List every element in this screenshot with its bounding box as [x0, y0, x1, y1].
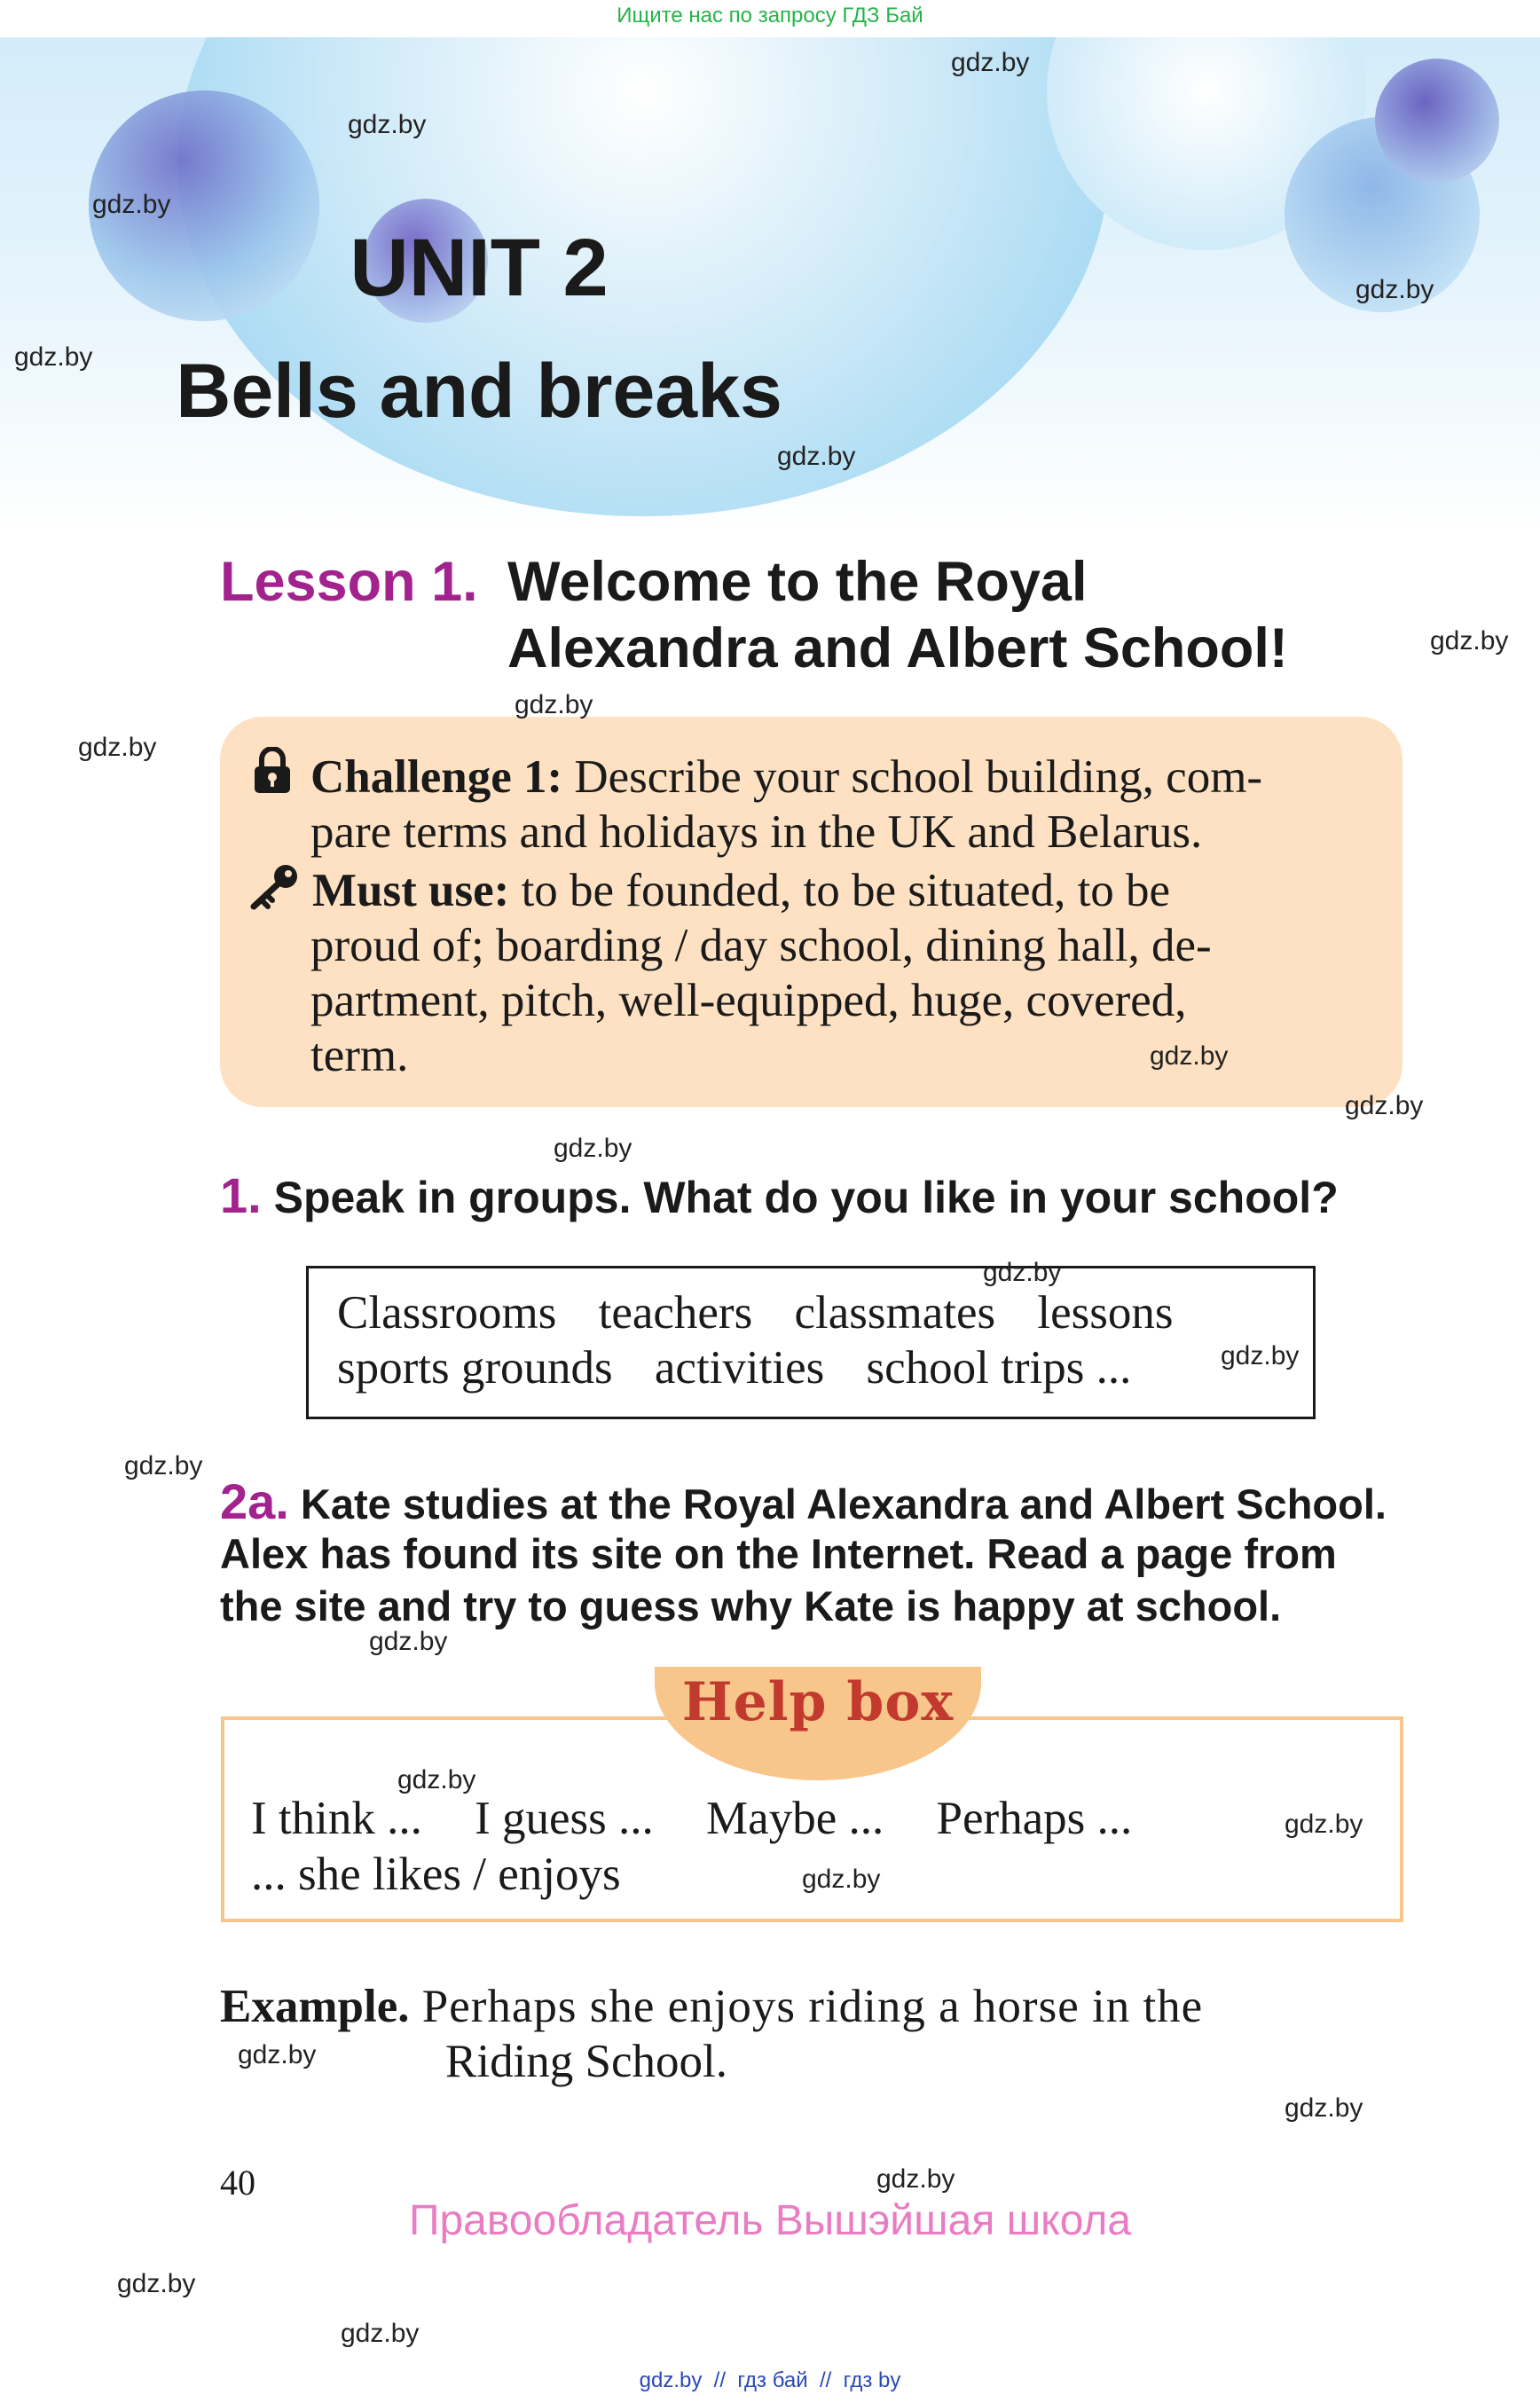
- word-sports-grounds: sports grounds: [337, 1342, 613, 1394]
- lesson-title-line-2: Alexandra and Albert School!: [507, 617, 1288, 679]
- word-school-trips: school trips ...: [866, 1342, 1132, 1394]
- word-box-line-1: [337, 1286, 1174, 1339]
- phrase-i-guess: I guess ...: [475, 1793, 654, 1844]
- footer-links[interactable]: gdz.by // гдз бай // гдз by: [639, 2368, 901, 2392]
- watermark: gdz.by: [341, 2319, 420, 2348]
- word-classrooms: Classrooms: [337, 1287, 557, 1339]
- must-use-line-4: term.: [310, 1030, 409, 1081]
- watermark: gdz.by: [92, 190, 171, 219]
- lesson-title-line-1: Welcome to the Royal: [507, 551, 1088, 613]
- watermark: gdz.by: [1285, 1810, 1363, 1839]
- phrase-maybe: Maybe ...: [706, 1793, 884, 1844]
- task-2a-line-1: [220, 1472, 1387, 1530]
- task-2a-number: 2a.: [220, 1473, 289, 1529]
- word-classmates: classmates: [794, 1287, 996, 1339]
- must-use-label: Must use:: [312, 865, 510, 916]
- key-icon: [248, 862, 302, 916]
- must-use-line-1: [312, 864, 1170, 917]
- task-1: [220, 1166, 1339, 1224]
- watermark: gdz.by: [777, 442, 856, 471]
- must-use-line-3: partment, pitch, well-equipped, huge, covered,: [310, 975, 1187, 1026]
- banner-bubble-corner: [1375, 59, 1499, 183]
- unit-number: UNIT 2: [350, 223, 609, 313]
- help-phrases-line-2: ... she likes / enjoys: [251, 1849, 621, 1900]
- example-line-2: Riding School.: [445, 2036, 728, 2087]
- must-use-line-2: proud of; boarding / day school, dining hall, de-: [310, 920, 1212, 971]
- example-label: Example.: [220, 1981, 410, 2032]
- watermark: gdz.by: [951, 48, 1030, 77]
- phrase-i-think: I think ...: [251, 1793, 422, 1844]
- watermark: gdz.by: [983, 1258, 1062, 1287]
- watermark: gdz.by: [876, 2164, 955, 2194]
- example-line-1: [220, 1980, 1203, 2033]
- unit-title: Bells and breaks: [176, 349, 782, 434]
- copyright-notice: Правообладатель Вышэйшая школа: [408, 2197, 1132, 2244]
- watermark: gdz.by: [348, 110, 427, 139]
- must-use-text-1: to be founded, to be situated, to be: [509, 865, 1171, 916]
- lesson-number: Lesson 1.: [220, 551, 478, 613]
- word-teachers: teachers: [598, 1287, 753, 1339]
- example-text-1: Perhaps she enjoys riding a horse in the: [409, 1981, 1204, 2032]
- watermark: gdz.by: [802, 1865, 881, 1894]
- watermark: gdz.by: [1430, 626, 1509, 656]
- top-search-note: Ищите нас по запросу ГДЗ Бай: [617, 4, 923, 27]
- watermark: gdz.by: [14, 342, 93, 372]
- challenge-line-2: pare terms and holidays in the UK and Belarus.: [310, 806, 1203, 858]
- task-1-number: 1.: [220, 1167, 262, 1223]
- watermark: gdz.by: [397, 1765, 476, 1794]
- task-2a-text-1: Kate studies at the Royal Alexandra and Albert School.: [288, 1480, 1387, 1527]
- watermark: gdz.by: [1345, 1091, 1424, 1120]
- watermark: gdz.by: [124, 1451, 203, 1480]
- help-box-title: Help box: [681, 1671, 955, 1733]
- task-2a-line-2: Alex has found its site on the Internet. Read a page from: [220, 1530, 1337, 1577]
- task-2a-line-3: the site and try to guess why Kate is happy at school.: [220, 1582, 1282, 1629]
- task-1-text: Speak in groups. What do you like in your school?: [273, 1173, 1339, 1222]
- watermark: gdz.by: [1355, 275, 1434, 304]
- watermark: gdz.by: [78, 733, 157, 762]
- watermark: gdz.by: [1285, 2093, 1363, 2123]
- challenge-text-1: Describe your school building, com-: [562, 751, 1263, 803]
- phrase-perhaps: Perhaps ...: [936, 1793, 1133, 1844]
- word-box-line-2: [337, 1341, 1131, 1394]
- lock-icon: [253, 747, 292, 799]
- watermark: gdz.by: [554, 1134, 632, 1163]
- word-lessons: lessons: [1037, 1287, 1174, 1339]
- watermark: gdz.by: [238, 2040, 317, 2069]
- page-number: 40: [220, 2163, 255, 2203]
- help-phrases-line-1: [251, 1792, 1132, 1845]
- word-activities: activities: [654, 1342, 825, 1394]
- challenge-line-1: [310, 750, 1262, 804]
- watermark: gdz.by: [515, 690, 593, 719]
- watermark: gdz.by: [1150, 1041, 1229, 1071]
- watermark: gdz.by: [1221, 1341, 1300, 1370]
- challenge-label: Challenge 1:: [310, 751, 563, 803]
- watermark: gdz.by: [369, 1627, 448, 1656]
- watermark: gdz.by: [117, 2269, 196, 2298]
